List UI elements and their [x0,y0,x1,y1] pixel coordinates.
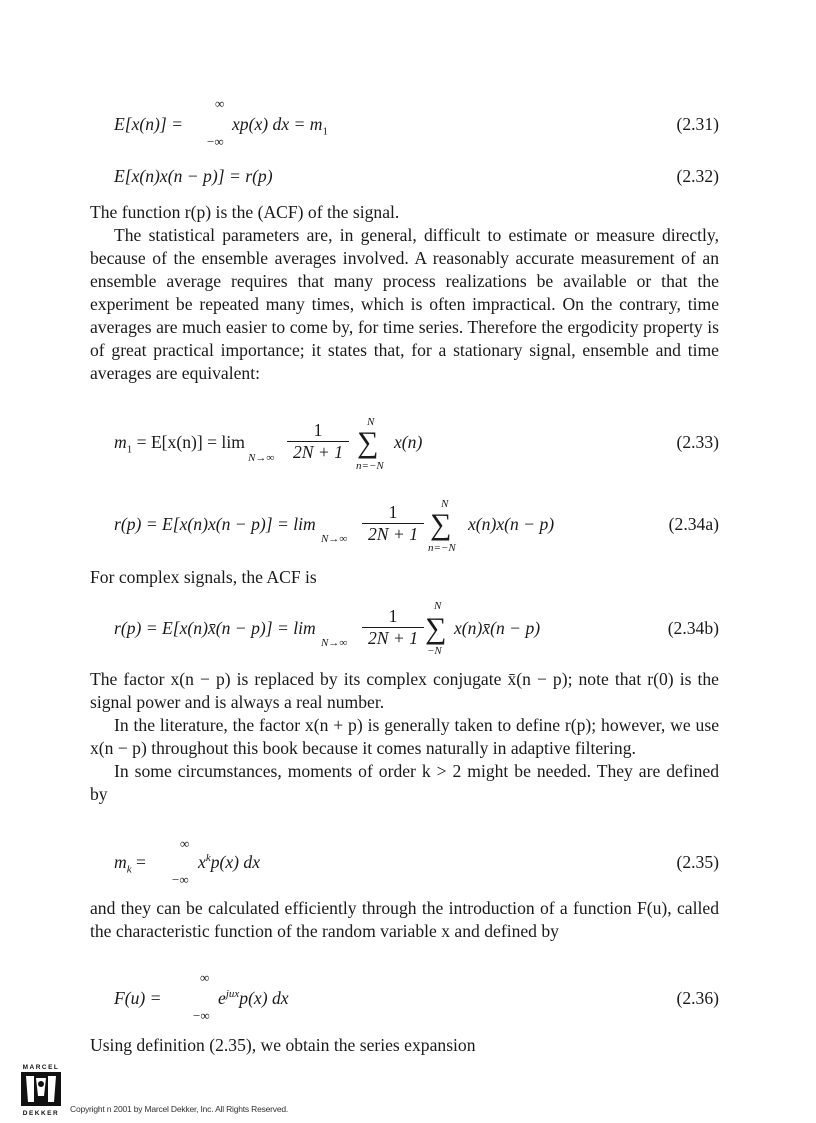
eq-body: $x^kp(x)$ dx [198,852,261,872]
marcel-dekker-logo-icon [18,1062,64,1118]
paragraph: The function r(p) is the (ACF) of the signal. [90,202,400,222]
limit-subscript: N→∞ [248,452,275,464]
equation-2-31 [90,96,719,152]
eq-body: x(n)x̄(n − p) [454,618,541,638]
svg-text:DEKKER: DEKKER [22,1110,60,1117]
eq-lhs: r(p) = E[x(n)x̄(n − p)] = lim [114,618,316,638]
integral-upper-limit: ∞ [200,970,210,985]
svg-text:MARCEL: MARCEL [22,1064,60,1071]
text-block-5 [90,1034,719,1057]
eq-lhs: E[x(n)] = [114,114,184,134]
fraction: 1 2N + 1 [287,420,349,463]
text-block-4 [90,897,719,943]
eq-body: $e^{jux}p(x)$ dx [218,988,289,1008]
sum-upper-limit: N [367,416,375,428]
equation-number: (2.36) [676,988,719,1008]
equation-number: (2.35) [676,852,719,872]
equation-number: (2.31) [676,114,719,134]
eq-lhs: $m_k$ = [114,852,146,876]
limit-subscript: N→∞ [321,637,348,649]
paragraph: For complex signals, the ACF is [90,567,317,587]
equation-2-34a [90,498,719,556]
eq-text: E[x(n)x(n − p)] = r(p) [114,166,273,186]
integral-lower-limit: −∞ [172,872,189,887]
sum-upper-limit: N [441,498,449,510]
text-block-3 [90,668,719,806]
eq-lhs: $m_1 = E[x(n)] = \lim$ [114,432,245,456]
text-block-1 [90,201,719,385]
copyright-notice: Copyright n 2001 by Marcel Dekker, Inc. All Rights Reserved. [70,1104,289,1114]
paragraph: and they can be calculated efficiently through the introduction of a function F(u), called the characteristic function of the random variable x and defined by [90,898,719,941]
limit-subscript: N→∞ [321,533,348,545]
equation-2-35 [90,836,719,892]
sum-sign: ∑ [357,426,379,459]
eq-body: x(n)x(n − p) [468,514,555,534]
eq-lhs: r(p) = E[x(n)x(n − p)] = lim [114,514,316,534]
equation-number: (2.33) [676,432,719,452]
sum-lower-limit: −N [427,645,442,657]
paragraph: In some circumstances, moments of order k > 2 might be needed. They are defined by [90,761,719,804]
equation-2-32 [90,166,719,190]
equation-number: (2.34a) [668,514,719,534]
paragraph: The factor x(n − p) is replaced by its complex conjugate x̄(n − p); note that r(0) is the signal power and is always a real number. [90,669,719,712]
fraction: 1 2N + 1 [362,502,424,545]
equation-2-36 [90,970,719,1026]
eq-lhs: F(u) = [114,988,162,1008]
eq-body: xp(x) dx = $m_1$ [232,114,329,138]
page-footer [18,1062,318,1118]
publisher-logo [18,1062,64,1118]
fraction: 1 2N + 1 [362,606,424,649]
integral-lower-limit: −∞ [193,1008,210,1023]
equation-2-34b [90,600,719,658]
equation-2-33 [90,418,719,476]
paragraph: Using definition (2.35), we obtain the series expansion [90,1035,476,1055]
text-block-2 [90,566,719,589]
integral-upper-limit: ∞ [215,96,225,111]
paragraph: The statistical parameters are, in general, difficult to estimate or measure directly, because of the ensemble averages involved. A reasonably accurate measurement of an ensemble average requires that many process realizations be available or that the experiment be repeated many times, which is often impractical. On the contrary, time averages are much easier to come by, for time series. Therefore the ergodicity property is of great practical importance; it states that, for a stationary signal, ensemble and time averages are equivalent: [90,225,719,383]
sum-lower-limit: n=−N [356,460,384,472]
integral-upper-limit: ∞ [180,836,190,851]
sum-upper-limit: N [434,600,442,612]
equation-number: (2.34b) [667,618,719,638]
equation-number: (2.32) [676,166,719,186]
integral-lower-limit: −∞ [207,134,224,149]
sum-sign: ∑ [425,612,447,645]
sum-sign: ∑ [430,508,452,541]
paragraph: In the literature, the factor x(n + p) is generally taken to define r(p); however, we use x(n − p) throughout this book because it comes naturally in adaptive filtering. [90,715,719,758]
sum-lower-limit: n=−N [428,542,456,554]
eq-body: x(n) [394,432,423,452]
